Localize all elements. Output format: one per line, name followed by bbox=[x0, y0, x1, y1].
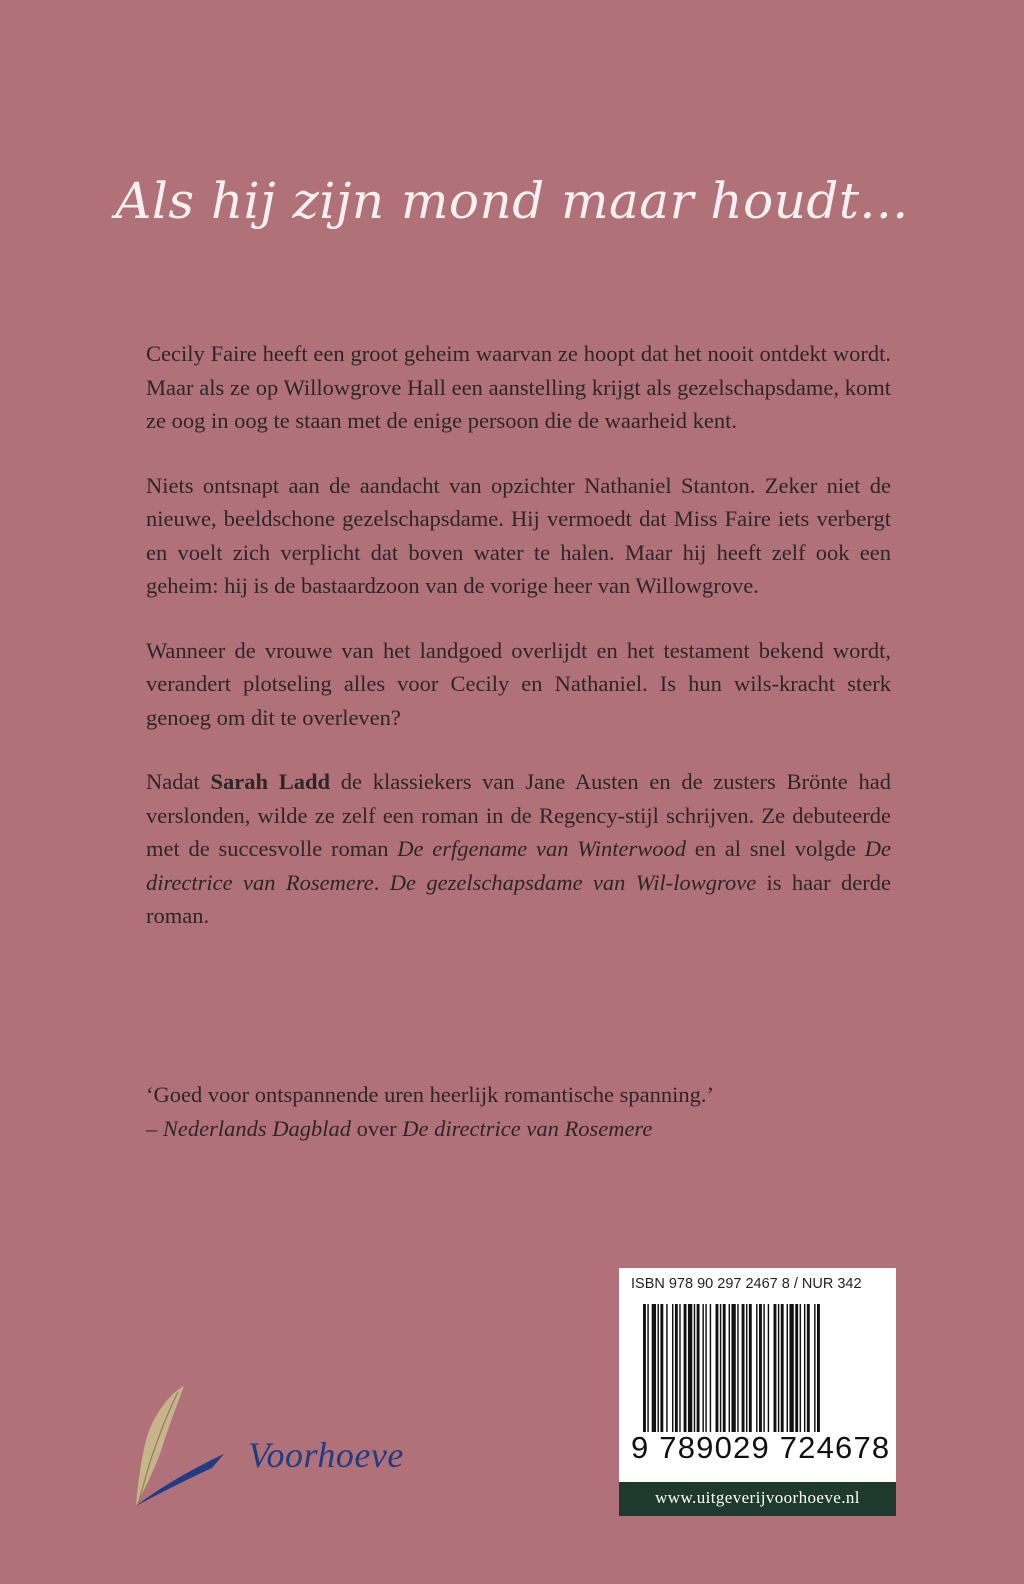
barcode-bar bbox=[688, 1304, 692, 1432]
barcode-bar bbox=[697, 1304, 700, 1432]
barcode-bar bbox=[675, 1304, 678, 1432]
quote-source: Nederlands Dagblad bbox=[162, 1116, 351, 1141]
barcode-bar bbox=[814, 1304, 815, 1432]
barcode-bar bbox=[710, 1304, 711, 1432]
barcode-bar bbox=[817, 1304, 820, 1432]
book-title: De directrice van Rosemere bbox=[146, 836, 891, 895]
barcode-bar bbox=[746, 1304, 747, 1432]
bio-text: . bbox=[373, 869, 390, 895]
blurb-paragraph-2: Niets ontsnapt aan de aandacht van opzichter Nathaniel Stanton. Zeker niet de nieuwe, beeldschone gezelschapsdame. Hij vermoedt dat Miss Faire iets verbergt en voelt zich verplicht dat boven water te halen. Maar hij heeft zelf ook een geheim: hij is de bastaardzoon van de vorige heer van Willowgrove. bbox=[146, 472, 891, 598]
publisher-name: Voorhoeve bbox=[248, 1435, 404, 1475]
barcode-bar bbox=[804, 1304, 805, 1432]
barcode-bar bbox=[795, 1304, 798, 1432]
barcode-bar bbox=[778, 1304, 779, 1432]
barcode-bar bbox=[716, 1304, 719, 1432]
author-bio bbox=[146, 765, 891, 933]
quote-book: De directrice van Rosemere bbox=[402, 1116, 653, 1141]
barcode-bar bbox=[768, 1304, 769, 1432]
barcode-bar bbox=[705, 1304, 706, 1432]
barcode-bar bbox=[781, 1304, 784, 1432]
website-url[interactable]: www.uitgeverijvoorhoeve.nl bbox=[655, 1488, 860, 1507]
website-bar bbox=[619, 1482, 896, 1516]
barcode-bars bbox=[643, 1304, 875, 1432]
barcode-bar bbox=[647, 1304, 648, 1432]
barcode-bar bbox=[763, 1304, 764, 1432]
bio-text: is haar derde roman. bbox=[146, 869, 891, 928]
blurb bbox=[146, 337, 891, 964]
barcode-panel bbox=[619, 1268, 896, 1482]
barcode-bar bbox=[800, 1304, 801, 1432]
author-name: Sarah Ladd bbox=[210, 769, 331, 794]
cover-tagline: Als hij zijn mond maar houdt... bbox=[115, 172, 909, 230]
blurb-paragraph-1: Cecily Faire heeft een groot geheim waarvan ze hoopt dat het nooit ontdekt wordt. Maar als ze op Willowgrove Hall een aanstelling krijgt als gezelschapsdame, komt ze oog in oog te staan met de enige persoon die de waarheid kent. bbox=[146, 341, 891, 433]
barcode-bar bbox=[737, 1304, 738, 1432]
review-quote bbox=[146, 1078, 891, 1146]
barcode-bar bbox=[731, 1304, 735, 1432]
barcode-bar bbox=[774, 1304, 777, 1432]
bio-text: en al snel volgde bbox=[685, 836, 865, 861]
blurb-paragraph-3: Wanneer de vrouwe van het landgoed overlijdt en het testament bekend wordt, verandert plotseling alles voor Cecily en Nathaniel. Is hun wils-kracht sterk genoeg om dit te overleven? bbox=[146, 637, 891, 730]
quote-dash: – bbox=[146, 1116, 163, 1141]
isbn-text: ISBN 978 90 297 2467 8 / NUR 342 bbox=[631, 1276, 862, 1292]
barcode-bar bbox=[652, 1304, 656, 1432]
barcode-bar bbox=[787, 1304, 788, 1432]
barcode-bar bbox=[789, 1304, 793, 1432]
barcode-bar bbox=[660, 1304, 663, 1432]
barcode-bar bbox=[720, 1304, 721, 1432]
barcode-bar bbox=[672, 1304, 673, 1432]
bio-text: de klassiekers van Jane Austen en de zusters Brönte had verslonden, wilde ze zelf een roman in de Regency-stijl schrijven. Ze debuteerde met de succesvolle roman bbox=[146, 769, 891, 861]
quote-over: over bbox=[351, 1116, 403, 1141]
barcode-bar bbox=[807, 1304, 810, 1432]
barcode-bar bbox=[684, 1304, 687, 1432]
book-title: De gezelschapsdame van Wil-lowgrove bbox=[389, 869, 757, 895]
barcode-bar bbox=[742, 1304, 745, 1432]
barcode-bar bbox=[729, 1304, 730, 1432]
barcode-bar bbox=[756, 1304, 757, 1432]
book-title: De erfgename van Winterwood bbox=[397, 836, 686, 861]
quote-text: ‘Goed voor ontspannende uren heerlijk romantische spanning.’ bbox=[146, 1082, 714, 1107]
barcode-bar bbox=[749, 1304, 752, 1432]
barcode-bar bbox=[643, 1304, 646, 1432]
quote-attribution bbox=[146, 1112, 891, 1146]
barcode-bar bbox=[759, 1304, 762, 1432]
barcode-bar bbox=[679, 1304, 680, 1432]
bio-text: Nadat bbox=[146, 769, 211, 794]
barcode-bar bbox=[694, 1304, 695, 1432]
barcode-bar bbox=[658, 1304, 659, 1432]
barcode-bar bbox=[723, 1304, 726, 1432]
barcode-number: 9 789029 724678 bbox=[631, 1430, 891, 1465]
barcode-bar bbox=[666, 1304, 667, 1432]
barcode-bar bbox=[702, 1304, 703, 1432]
